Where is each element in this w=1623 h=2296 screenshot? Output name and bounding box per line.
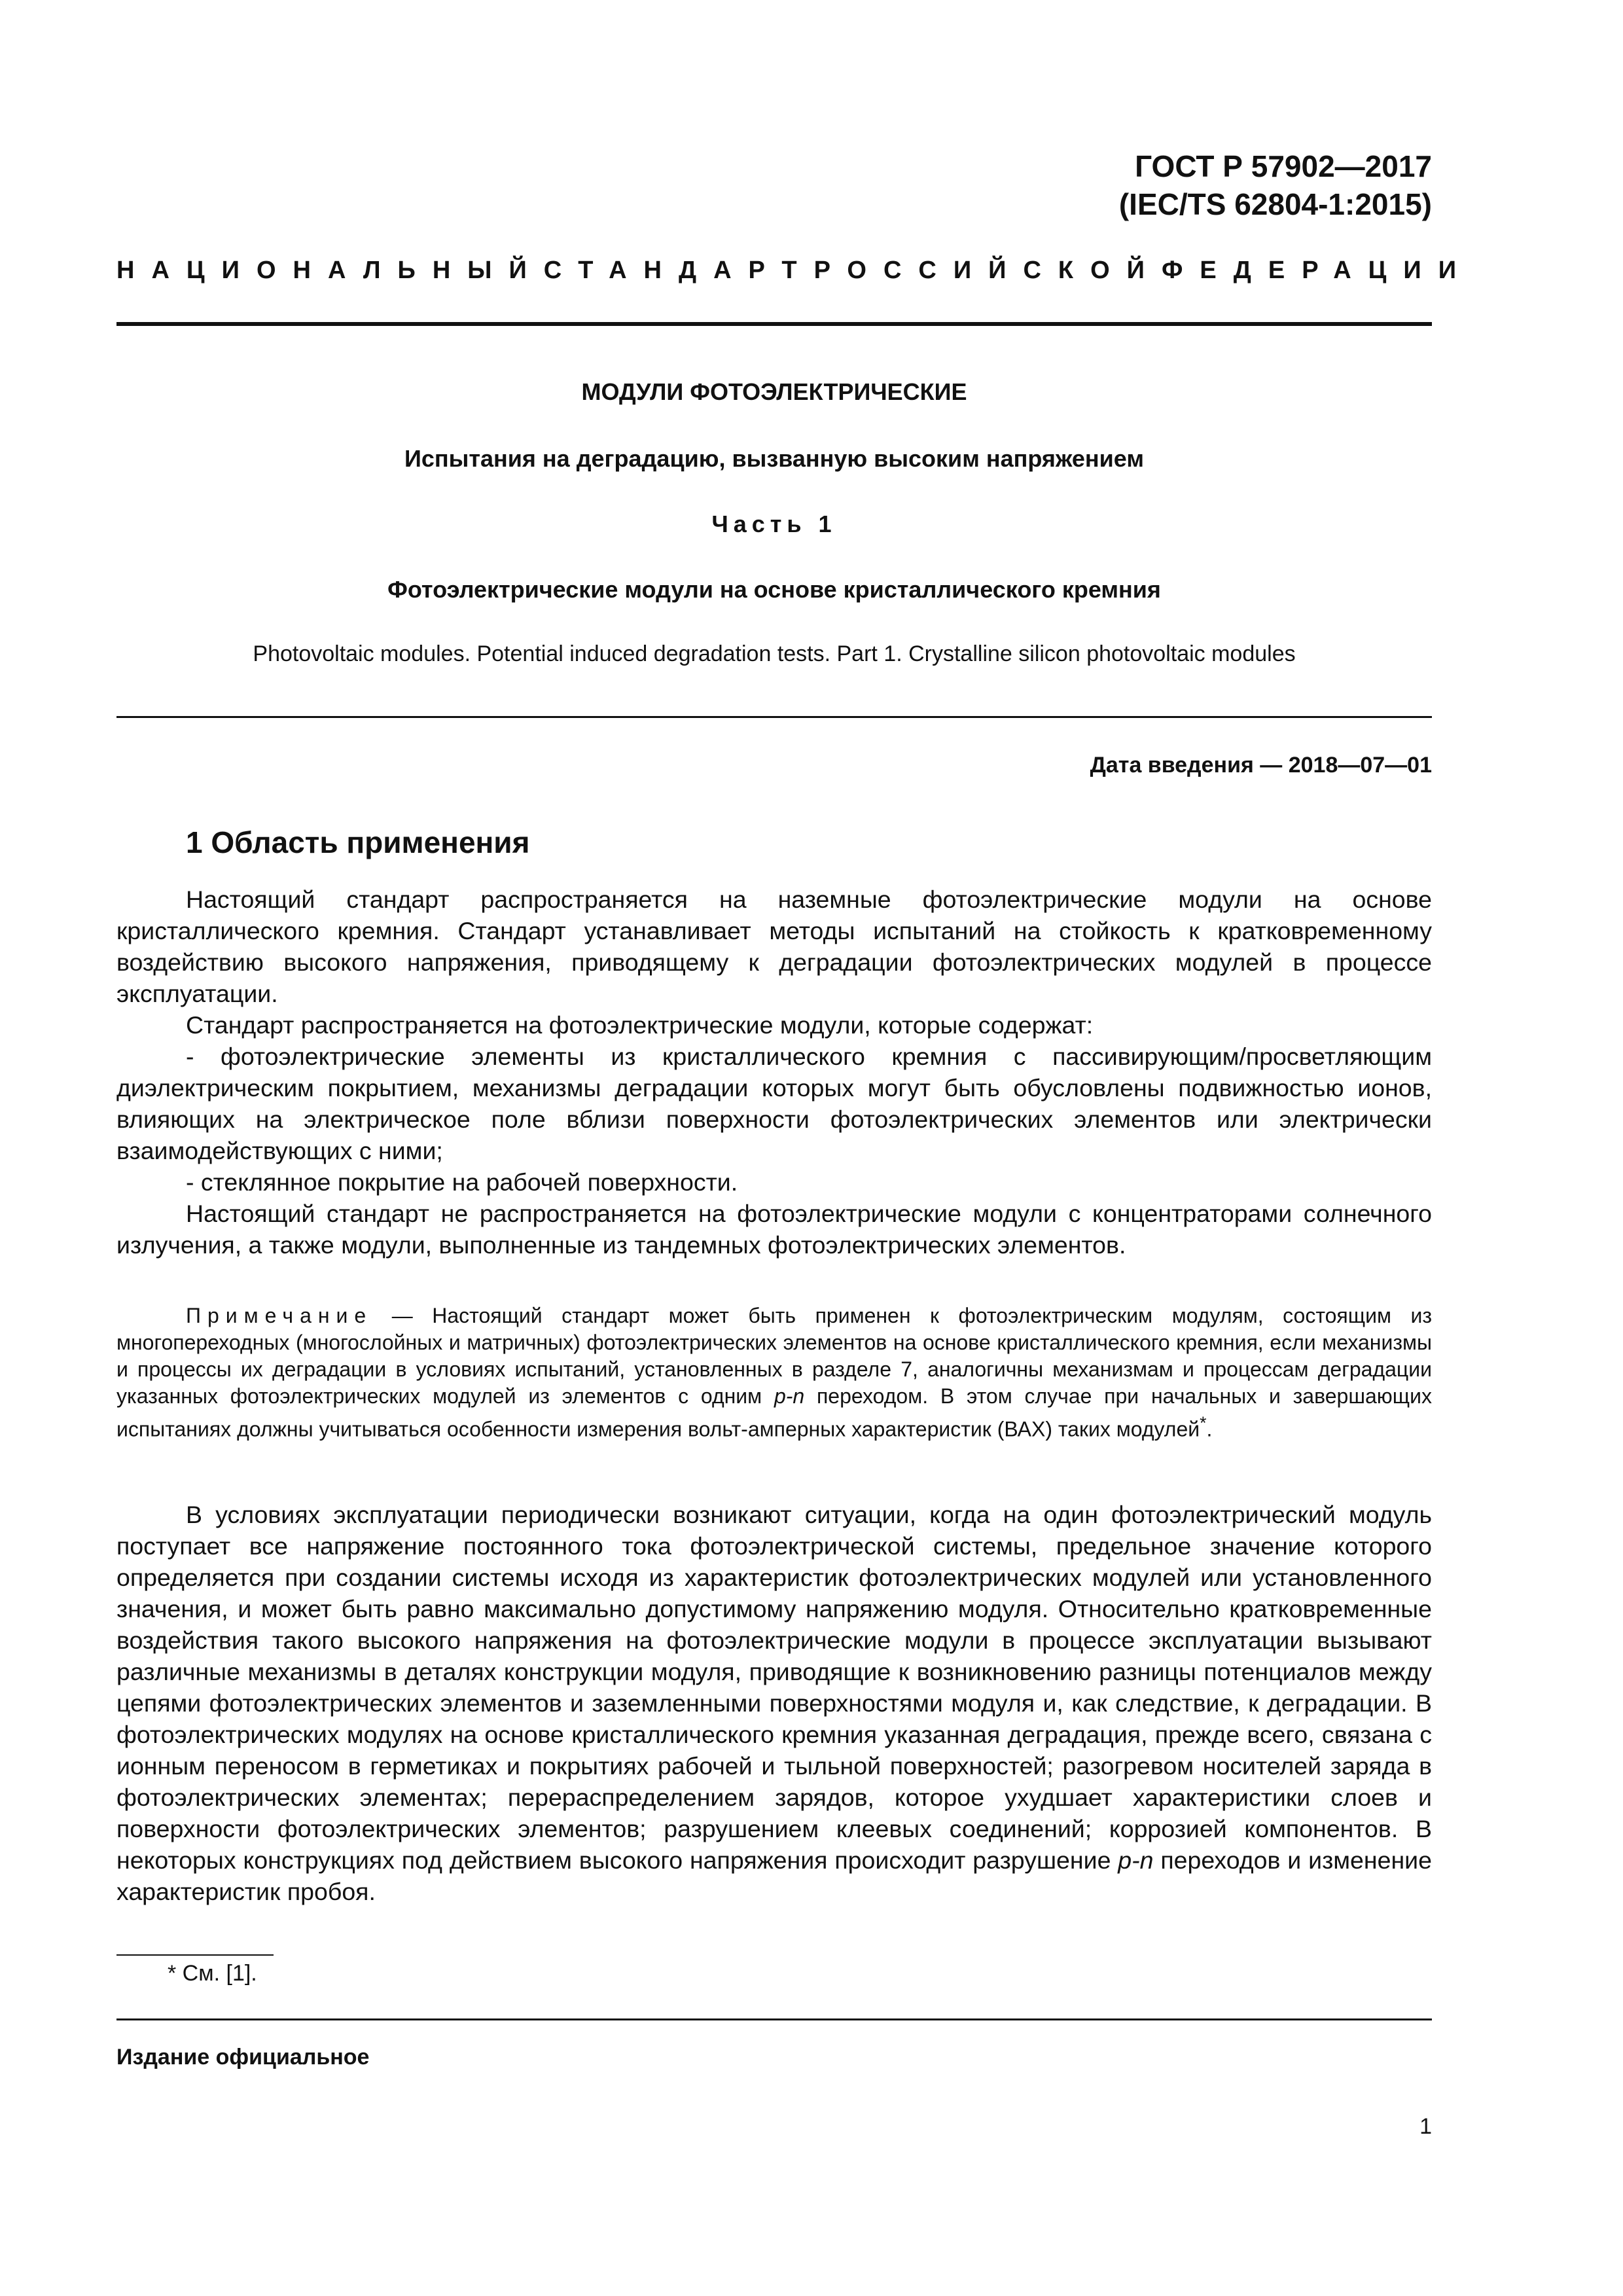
page-number: 1 (1419, 2114, 1432, 2139)
national-word: ФЕДЕРАЦИИ (1162, 257, 1474, 284)
introduction-date: Дата введения — 2018—07—01 (1090, 753, 1432, 778)
list-item-cells: - фотоэлектрические элементы из кристаллического кремния с пассивирующим/просветляющим диэлектрическим покрытием, механизмы деградации которых могут быть обусловлены подвижностью ионов, влияющих на электрическое поле вблизи поверхности фотоэлектрических элементов или электрически взаимодействующих с ними; (116, 1043, 1432, 1164)
part-title: Фотоэлектрические модули на основе кристаллического кремния (387, 576, 1161, 603)
title-rule (116, 716, 1432, 718)
paragraph-scope: Настоящий стандарт распространяется на наземные фотоэлектрические модули на основе кристаллического кремния. Стандарт устанавливает методы испытаний на стойкость к кратковременному воздействию высокого напряжения, приводящему к деградации фотоэлектрических модулей в процессе эксплуатации. (116, 886, 1432, 1007)
note-end: . (1206, 1417, 1213, 1441)
list-item-glass: - стеклянное покрытие на рабочей поверхности. (186, 1168, 738, 1196)
national-standard-banner (116, 257, 1474, 285)
paragraph-operation-text-1: В условиях эксплуатации периодически возникают ситуации, когда на один фотоэлектрический модуль поступает все напряжение постоянного тока фотоэлектрической системы, предельное значение которого определяется при создании системы исходя из характеристик фотоэлектрических модулей или установленного значения, и может быть равно максимально допустимому напряжению модуля. Относительно кратковременные воздействия такого высокого напряжения на фотоэлектрические модули в процессе эксплуатации вызывают различные механизмы в деталях конструкции модуля, приводящие к возникновению разницы потенциалов между цепями фотоэлектрических элементов и заземленными поверхностями модуля и, как следствие, к деградации. В фотоэлектрических модулях на основе кристаллического кремния указанная деградация, прежде всего, связана с ионным переносом в герметиках и покрытиях рабочей и тыльной поверхностей; разогревом носителей заряда в фотоэлектрических элементах; перераспределением зарядов, которое ухудшает характеристики слоев и поверхности фотоэлектрических элементов; разрушением клеевых соединений; коррозией компонентов. В некоторых конструкциях под действием высокого напряжения происходит разрушение (116, 1501, 1432, 1874)
note-text-1: — Настоящий стандарт может быть применен к фотоэлектрическим модулям, состоящим из многопереходных (многослойных и матричных) фотоэлектрических элементов на основе кристаллического кремния, если механизмы и процессы их деградации в условиях испытаний, установленных в разделе 7, аналогичны механизмам и процессам деградации указанных фотоэлектрических модулей из элементов с одним (116, 1304, 1432, 1408)
note-label: Примечание (186, 1304, 373, 1327)
footnote-marker: * (1200, 1413, 1207, 1433)
header-rule (116, 322, 1432, 326)
paragraph-exclusions: Настоящий стандарт не распространяется на фотоэлектрические модули с концентраторами солнечного излучения, а также модули, выполненные из тандемных фотоэлектрических элементов. (116, 1200, 1432, 1259)
paragraph-operation (116, 1499, 1432, 1907)
document-title: МОДУЛИ ФОТОЭЛЕКТРИЧЕСКИЕ (581, 378, 967, 405)
section-body-bottom (116, 1499, 1432, 1907)
footnote: * См. [1]. (168, 1961, 257, 1986)
iec-number: (IEC/TS 62804-1:2015) (1118, 187, 1432, 221)
note-text-2: переходом. В этом случае при начальных и завершающих испытаниях должны учитываться особенности измерения вольт-амперных характеристик (ВАХ) таких модулей (116, 1384, 1433, 1441)
paragraph-operation-text-2: переходов и изменение характеристик пробоя. (116, 1846, 1432, 1905)
national-word: СТАНДАРТ (543, 257, 814, 284)
national-word: РОССИЙСКОЙ (813, 257, 1162, 284)
standard-number: ГОСТ Р 57902—2017 (1135, 149, 1432, 183)
paragraph-operation-pn: p-n (1118, 1846, 1154, 1874)
english-title: Photovoltaic modules. Potential induced degradation tests. Part 1. Crystalline silicon photovoltaic modules (253, 641, 1296, 666)
national-word: НАЦИОНАЛЬНЫЙ (116, 257, 544, 284)
note-block (116, 1302, 1432, 1443)
official-edition: Издание официальное (116, 2045, 370, 2070)
part-label: Часть 1 (711, 511, 837, 537)
paragraph-applies: Стандарт распространяется на фотоэлектрические модули, которые содержат: (186, 1011, 1094, 1039)
section-body-top (116, 884, 1432, 1261)
document-subtitle: Испытания на деградацию, вызванную высоким напряжением (404, 445, 1144, 472)
note-pn: p-n (774, 1384, 805, 1408)
footnote-rule (116, 1954, 274, 1956)
section-heading: 1 Область применения (186, 825, 530, 859)
footer-rule (116, 2018, 1432, 2020)
